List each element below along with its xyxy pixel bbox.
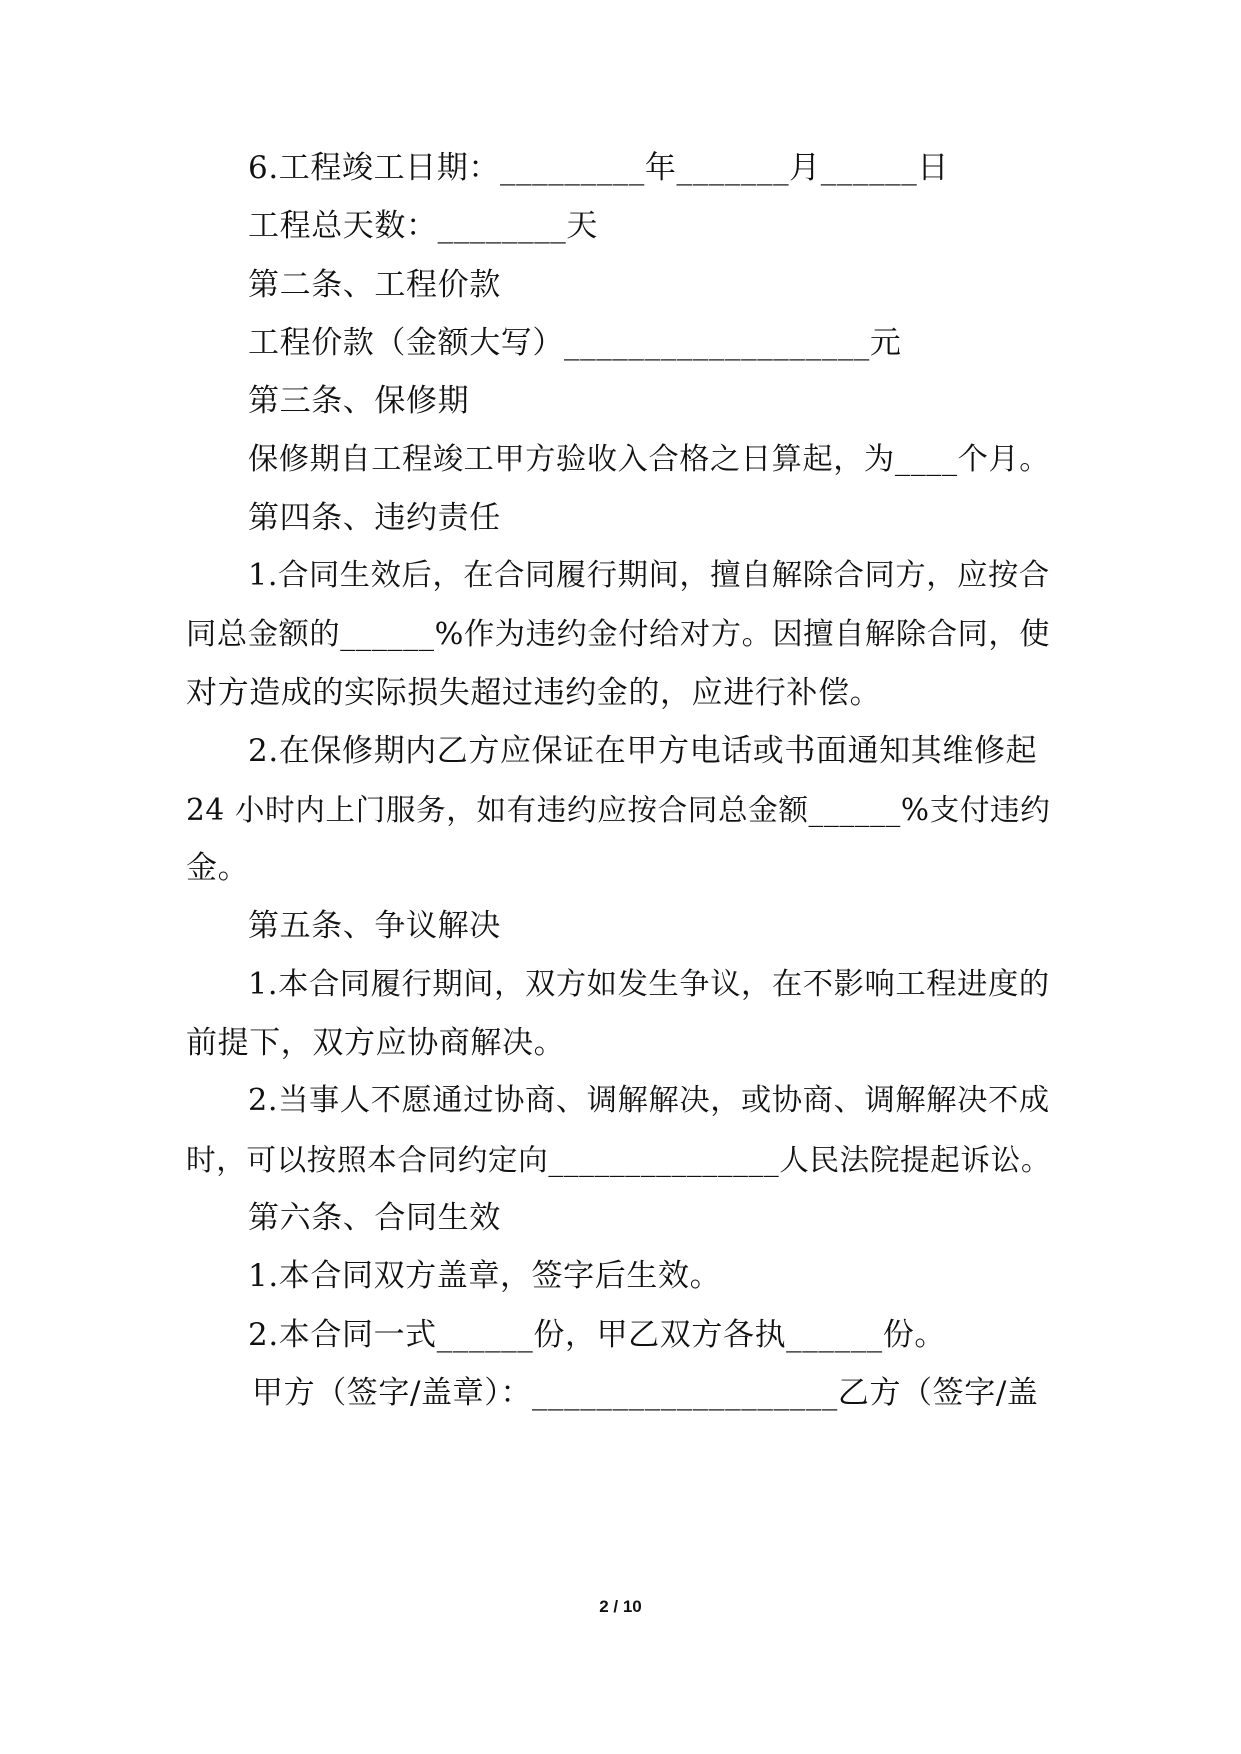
dispute-clause-1-line-2: 前提下，双方应协商解决。 (186, 1025, 566, 1061)
breach-clause-1-line-2: 同总金额的______%作为违约金付给对方。因擅自解除合同，使 (186, 617, 1051, 652)
dispute-clause-2-line-1: 2.当事人不愿通过协商、调解解决，或协商、调解解决不成 (248, 1083, 1050, 1118)
total-days-line: 工程总天数：________天 (248, 208, 598, 244)
article-6-heading: 第六条、合同生效 (248, 1200, 501, 1236)
completion-date-line: 6.工程竣工日期：_________年_______月______日 (248, 150, 949, 186)
effect-clause-2: 2.本合同一式______份，甲乙双方各执______份。 (248, 1317, 946, 1353)
dispute-clause-2-line-2: 时，可以按照本合同约定向_______________人民法院提起诉讼。 (186, 1143, 1052, 1177)
breach-clause-2-line-1: 2.在保修期内乙方应保证在甲方电话或书面通知其维修起 (248, 733, 1038, 769)
dispute-clause-1-line-1: 1.本合同履行期间，双方如发生争议，在不影响工程进度的 (248, 967, 1050, 1002)
breach-clause-2-line-2: 24 小时内上门服务，如有违约应按合同总金额______%支付违约 (186, 793, 1051, 827)
breach-clause-2-line-3: 金。 (186, 850, 250, 886)
article-5-heading: 第五条、争议解决 (248, 908, 501, 944)
article-2-heading: 第二条、工程价款 (248, 267, 501, 303)
page-number: 2 / 10 (599, 1597, 642, 1616)
project-price-line: 工程价款（金额大写）___________________元 (248, 325, 902, 361)
warranty-period-line: 保修期自工程竣工甲方验收入合格之日算起，为____个月。 (248, 442, 1051, 477)
effect-clause-1: 1.本合同双方盖章，签字后生效。 (248, 1258, 722, 1294)
signature-line: 甲方（签字/盖章）：___________________乙方（签字/盖 (252, 1375, 1039, 1411)
article-3-heading: 第三条、保修期 (248, 383, 470, 419)
breach-clause-1-line-1: 1.合同生效后，在合同履行期间，擅自解除合同方，应按合 (248, 558, 1050, 593)
article-4-heading: 第四条、违约责任 (248, 500, 501, 536)
breach-clause-1-line-3: 对方造成的实际损失超过违约金的，应进行补偿。 (186, 675, 882, 711)
